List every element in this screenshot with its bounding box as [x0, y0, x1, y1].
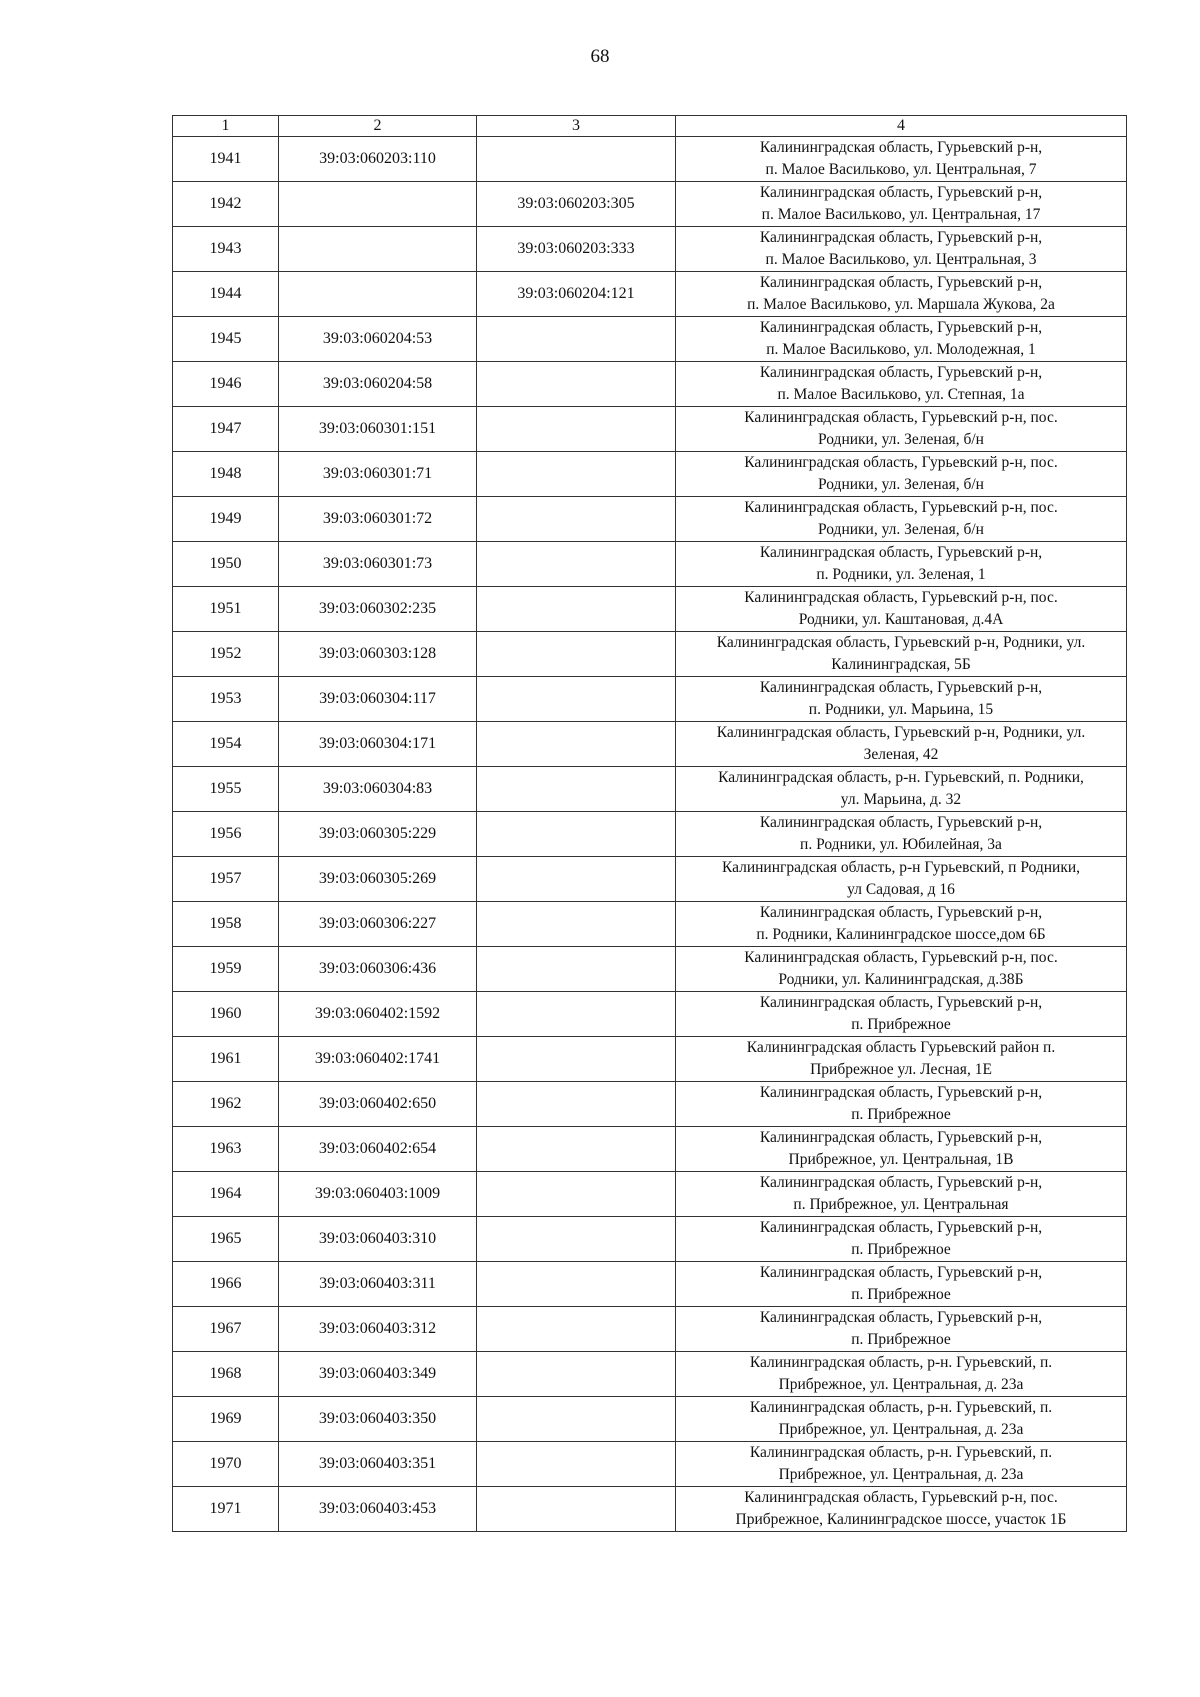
row-number: 1944 — [173, 272, 279, 317]
table-row — [173, 1262, 1127, 1307]
cadastral-number-primary: 39:03:060305:229 — [279, 812, 477, 857]
table-row — [173, 1217, 1127, 1262]
address-cell — [676, 1172, 1127, 1217]
address-line-1: Калининградская область, Гурьевский р-н, Родники, ул. — [716, 724, 1086, 741]
cadastral-number-primary — [279, 182, 477, 227]
table-header — [173, 116, 1127, 137]
address-line-2: Родники, ул. Зеленая, б/н — [818, 431, 984, 448]
row-number: 1945 — [173, 317, 279, 362]
address-cell — [676, 587, 1127, 632]
row-number: 1947 — [173, 407, 279, 452]
address-line-2: п. Прибрежное — [851, 1286, 951, 1303]
cadastral-number-secondary — [477, 947, 676, 992]
cadastral-number-secondary — [477, 1262, 676, 1307]
table-row — [173, 902, 1127, 947]
address-cell — [676, 362, 1127, 407]
address-cell — [676, 227, 1127, 272]
address-line-2: п. Прибрежное — [851, 1331, 951, 1348]
address-cell — [676, 1262, 1127, 1307]
address-line-2: ул. Марьина, д. 32 — [840, 791, 962, 808]
table-row — [173, 1082, 1127, 1127]
cadastral-number-primary: 39:03:060403:1009 — [279, 1172, 477, 1217]
cadastral-number-secondary — [477, 1217, 676, 1262]
row-number: 1948 — [173, 452, 279, 497]
row-number: 1946 — [173, 362, 279, 407]
row-number: 1957 — [173, 857, 279, 902]
address-cell — [676, 1487, 1127, 1532]
table-row — [173, 542, 1127, 587]
address-cell — [676, 902, 1127, 947]
cadastral-number-secondary — [477, 1442, 676, 1487]
cadastral-number-primary: 39:03:060403:351 — [279, 1442, 477, 1487]
address-line-2: п. Малое Васильково, ул. Молодежная, 1 — [766, 341, 1036, 358]
cadastral-number-primary: 39:03:060301:151 — [279, 407, 477, 452]
cadastral-number-secondary — [477, 722, 676, 767]
table-row — [173, 182, 1127, 227]
cadastral-number-secondary — [477, 542, 676, 587]
address-line-1: Калининградская область, Гурьевский р-н, пос. — [744, 454, 1058, 471]
address-cell — [676, 632, 1127, 677]
address-cell — [676, 767, 1127, 812]
table-row — [173, 587, 1127, 632]
cadastral-number-primary — [279, 227, 477, 272]
cadastral-number-secondary — [477, 1397, 676, 1442]
table-row — [173, 767, 1127, 812]
row-number: 1943 — [173, 227, 279, 272]
row-number: 1969 — [173, 1397, 279, 1442]
cadastral-number-secondary — [477, 1352, 676, 1397]
cadastral-number-primary: 39:03:060402:650 — [279, 1082, 477, 1127]
cadastral-number-primary: 39:03:060403:311 — [279, 1262, 477, 1307]
cadastral-number-primary: 39:03:060402:1592 — [279, 992, 477, 1037]
table-row — [173, 677, 1127, 722]
cadastral-number-primary: 39:03:060402:1741 — [279, 1037, 477, 1082]
table-body — [173, 137, 1127, 1532]
address-line-1: Калининградская область, р-н. Гурьевский, п. — [749, 1354, 1053, 1371]
address-cell — [676, 1217, 1127, 1262]
table-row — [173, 317, 1127, 362]
address-line-2: п. Прибрежное — [851, 1106, 951, 1123]
table-row — [173, 1037, 1127, 1082]
cadastral-number-secondary — [477, 902, 676, 947]
cadastral-number-secondary — [477, 1082, 676, 1127]
address-line-1: Калининградская область, Гурьевский р-н, — [759, 679, 1043, 696]
cadastral-number-primary: 39:03:060403:453 — [279, 1487, 477, 1532]
cadastral-number-secondary — [477, 1172, 676, 1217]
row-number: 1949 — [173, 497, 279, 542]
address-line-2: Родники, ул. Каштановая, д.4А — [798, 611, 1004, 628]
row-number: 1952 — [173, 632, 279, 677]
cadastral-number-primary: 39:03:060302:235 — [279, 587, 477, 632]
address-line-2: Калининградская, 5Б — [831, 656, 971, 673]
address-line-1: Калининградская область, Гурьевский р-н, — [759, 544, 1043, 561]
address-cell — [676, 272, 1127, 317]
cadastral-number-primary: 39:03:060403:350 — [279, 1397, 477, 1442]
address-cell — [676, 182, 1127, 227]
address-cell — [676, 1397, 1127, 1442]
cadastral-number-primary: 39:03:060304:83 — [279, 767, 477, 812]
address-line-1: Калининградская область, Гурьевский р-н, — [759, 184, 1043, 201]
address-cell — [676, 1352, 1127, 1397]
cadastral-number-primary: 39:03:060403:310 — [279, 1217, 477, 1262]
column-header-1: 1 — [173, 116, 279, 137]
address-line-2: п. Малое Васильково, ул. Маршала Жукова, 2а — [747, 296, 1055, 313]
cadastral-number-primary — [279, 272, 477, 317]
address-line-1: Калининградская область, Гурьевский р-н, Родники, ул. — [716, 634, 1086, 651]
cadastral-number-secondary: 39:03:060204:121 — [477, 272, 676, 317]
cadastral-number-secondary — [477, 587, 676, 632]
address-cell — [676, 722, 1127, 767]
row-number: 1942 — [173, 182, 279, 227]
table-row — [173, 497, 1127, 542]
table-row — [173, 1172, 1127, 1217]
address-cell — [676, 1082, 1127, 1127]
table-row — [173, 1442, 1127, 1487]
cadastral-number-primary: 39:03:060304:117 — [279, 677, 477, 722]
table-row — [173, 632, 1127, 677]
cadastral-number-primary: 39:03:060301:72 — [279, 497, 477, 542]
cadastral-number-secondary — [477, 1037, 676, 1082]
row-number: 1967 — [173, 1307, 279, 1352]
cadastral-number-primary: 39:03:060204:53 — [279, 317, 477, 362]
address-line-1: Калининградская область, р-н. Гурьевский, п. Родники, — [718, 769, 1084, 786]
address-line-1: Калининградская область, Гурьевский р-н, — [759, 364, 1043, 381]
address-cell — [676, 677, 1127, 722]
row-number: 1954 — [173, 722, 279, 767]
address-line-1: Калининградская область, Гурьевский р-н, — [759, 1129, 1043, 1146]
address-line-2: Родники, ул. Зеленая, б/н — [818, 476, 984, 493]
table-row — [173, 452, 1127, 497]
address-line-2: Прибрежное ул. Лесная, 1Е — [810, 1061, 992, 1078]
column-header-3: 3 — [477, 116, 676, 137]
cadastral-number-secondary: 39:03:060203:305 — [477, 182, 676, 227]
table-row — [173, 1127, 1127, 1172]
cadastral-number-primary: 39:03:060305:269 — [279, 857, 477, 902]
registry-table — [172, 115, 1127, 1532]
address-line-2: п. Родники, Калининградское шоссе,дом 6Б — [756, 926, 1046, 943]
address-cell — [676, 407, 1127, 452]
address-line-2: п. Родники, ул. Зеленая, 1 — [816, 566, 986, 583]
address-line-2: п. Малое Васильково, ул. Степная, 1а — [777, 386, 1025, 403]
address-line-2: п. Малое Васильково, ул. Центральная, 3 — [765, 251, 1037, 268]
cadastral-number-secondary — [477, 452, 676, 497]
table-row — [173, 272, 1127, 317]
page-number: 68 — [590, 46, 610, 67]
cadastral-number-secondary — [477, 632, 676, 677]
table-row — [173, 1397, 1127, 1442]
table-row — [173, 857, 1127, 902]
cadastral-number-secondary — [477, 677, 676, 722]
address-cell — [676, 992, 1127, 1037]
header-row — [173, 116, 1127, 137]
cadastral-number-primary: 39:03:060204:58 — [279, 362, 477, 407]
cadastral-number-secondary — [477, 1307, 676, 1352]
address-cell — [676, 317, 1127, 362]
address-cell — [676, 812, 1127, 857]
address-line-1: Калининградская область, Гурьевский р-н, — [759, 139, 1043, 156]
row-number: 1958 — [173, 902, 279, 947]
address-line-1: Калининградская область, Гурьевский р-н, — [759, 1174, 1043, 1191]
address-line-1: Калининградская область, р-н. Гурьевский, п. — [749, 1399, 1053, 1416]
address-line-2: Прибрежное, Калининградское шоссе, участок 1Б — [735, 1511, 1067, 1528]
cadastral-number-primary: 39:03:060301:71 — [279, 452, 477, 497]
table-row — [173, 1307, 1127, 1352]
cadastral-number-secondary — [477, 407, 676, 452]
row-number: 1968 — [173, 1352, 279, 1397]
table-row — [173, 992, 1127, 1037]
address-cell — [676, 497, 1127, 542]
address-line-2: п. Прибрежное, ул. Центральная — [793, 1196, 1009, 1213]
row-number: 1971 — [173, 1487, 279, 1532]
address-line-2: Прибрежное, ул. Центральная, д. 23а — [778, 1421, 1024, 1438]
address-line-2: п. Родники, ул. Марьина, 15 — [808, 701, 994, 718]
cadastral-number-secondary — [477, 767, 676, 812]
address-line-1: Калининградская область, Гурьевский р-н, — [759, 1264, 1043, 1281]
cadastral-number-secondary — [477, 317, 676, 362]
row-number: 1955 — [173, 767, 279, 812]
address-line-2: п. Родники, ул. Юбилейная, 3а — [800, 836, 1002, 853]
cadastral-number-primary: 39:03:060403:349 — [279, 1352, 477, 1397]
address-line-2: ул Садовая, д 16 — [847, 881, 955, 898]
table-row — [173, 137, 1127, 182]
table-row — [173, 812, 1127, 857]
address-cell — [676, 1127, 1127, 1172]
address-line-1: Калининградская область, Гурьевский р-н, пос. — [744, 409, 1058, 426]
row-number: 1964 — [173, 1172, 279, 1217]
cadastral-number-secondary — [477, 1127, 676, 1172]
address-line-1: Калининградская область, Гурьевский р-н, пос. — [744, 589, 1058, 606]
cadastral-number-secondary — [477, 992, 676, 1037]
table-row — [173, 407, 1127, 452]
address-cell — [676, 542, 1127, 587]
table-row — [173, 947, 1127, 992]
address-line-1: Калининградская область, Гурьевский р-н, — [759, 1084, 1043, 1101]
cadastral-number-secondary — [477, 812, 676, 857]
cadastral-number-secondary — [477, 362, 676, 407]
row-number: 1956 — [173, 812, 279, 857]
row-number: 1959 — [173, 947, 279, 992]
row-number: 1966 — [173, 1262, 279, 1307]
cadastral-number-secondary — [477, 137, 676, 182]
address-cell — [676, 1442, 1127, 1487]
address-line-2: Зеленая, 42 — [863, 746, 939, 763]
row-number: 1953 — [173, 677, 279, 722]
cadastral-number-secondary: 39:03:060203:333 — [477, 227, 676, 272]
address-line-2: Родники, ул. Зеленая, б/н — [818, 521, 984, 538]
row-number: 1961 — [173, 1037, 279, 1082]
address-line-1: Калининградская область, Гурьевский р-н, пос. — [744, 499, 1058, 516]
row-number: 1962 — [173, 1082, 279, 1127]
row-number: 1951 — [173, 587, 279, 632]
address-line-1: Калининградская область, Гурьевский р-н, — [759, 904, 1043, 921]
cadastral-number-primary: 39:03:060203:110 — [279, 137, 477, 182]
table-row — [173, 362, 1127, 407]
address-line-1: Калининградская область, Гурьевский р-н, — [759, 1219, 1043, 1236]
address-line-2: п. Прибрежное — [851, 1241, 951, 1258]
row-number: 1970 — [173, 1442, 279, 1487]
address-cell — [676, 137, 1127, 182]
address-line-1: Калининградская область, Гурьевский р-н, — [759, 229, 1043, 246]
address-line-1: Калининградская область, Гурьевский р-н, — [759, 1309, 1043, 1326]
address-line-1: Калининградская область, р-н Гурьевский, п Родники, — [721, 859, 1081, 876]
cadastral-number-primary: 39:03:060304:171 — [279, 722, 477, 767]
address-line-1: Калининградская область Гурьевский район п. — [746, 1039, 1056, 1056]
address-line-2: Прибрежное, ул. Центральная, д. 23а — [778, 1466, 1024, 1483]
cadastral-number-primary: 39:03:060306:436 — [279, 947, 477, 992]
address-line-1: Калининградская область, Гурьевский р-н, пос. — [744, 949, 1058, 966]
table-row — [173, 227, 1127, 272]
address-line-2: п. Малое Васильково, ул. Центральная, 17 — [761, 206, 1041, 223]
address-line-1: Калининградская область, Гурьевский р-н, — [759, 319, 1043, 336]
row-number: 1941 — [173, 137, 279, 182]
column-header-4: 4 — [676, 116, 1127, 137]
cadastral-number-primary: 39:03:060403:312 — [279, 1307, 477, 1352]
cadastral-number-primary: 39:03:060306:227 — [279, 902, 477, 947]
address-line-2: Прибрежное, ул. Центральная, 1В — [788, 1151, 1014, 1168]
address-line-2: п. Прибрежное — [851, 1016, 951, 1033]
table-row — [173, 1352, 1127, 1397]
address-line-1: Калининградская область, Гурьевский р-н, — [759, 994, 1043, 1011]
cadastral-number-primary: 39:03:060301:73 — [279, 542, 477, 587]
cadastral-number-primary: 39:03:060303:128 — [279, 632, 477, 677]
address-cell — [676, 1307, 1127, 1352]
cadastral-number-secondary — [477, 497, 676, 542]
column-header-2: 2 — [279, 116, 477, 137]
row-number: 1950 — [173, 542, 279, 587]
table-row — [173, 722, 1127, 767]
table-row — [173, 1487, 1127, 1532]
row-number: 1963 — [173, 1127, 279, 1172]
address-line-2: Прибрежное, ул. Центральная, д. 23а — [778, 1376, 1024, 1393]
address-line-1: Калининградская область, Гурьевский р-н, — [759, 814, 1043, 831]
address-cell — [676, 947, 1127, 992]
address-line-1: Калининградская область, Гурьевский р-н, — [759, 274, 1043, 291]
cadastral-number-primary: 39:03:060402:654 — [279, 1127, 477, 1172]
cadastral-number-secondary — [477, 857, 676, 902]
address-cell — [676, 1037, 1127, 1082]
address-line-2: п. Малое Васильково, ул. Центральная, 7 — [765, 161, 1037, 178]
address-line-1: Калининградская область, Гурьевский р-н, пос. — [744, 1489, 1058, 1506]
address-line-1: Калининградская область, р-н. Гурьевский, п. — [749, 1444, 1053, 1461]
address-cell — [676, 857, 1127, 902]
cadastral-number-secondary — [477, 1487, 676, 1532]
address-cell — [676, 452, 1127, 497]
address-line-2: Родники, ул. Калининградская, д.38Б — [778, 971, 1024, 988]
row-number: 1965 — [173, 1217, 279, 1262]
row-number: 1960 — [173, 992, 279, 1037]
